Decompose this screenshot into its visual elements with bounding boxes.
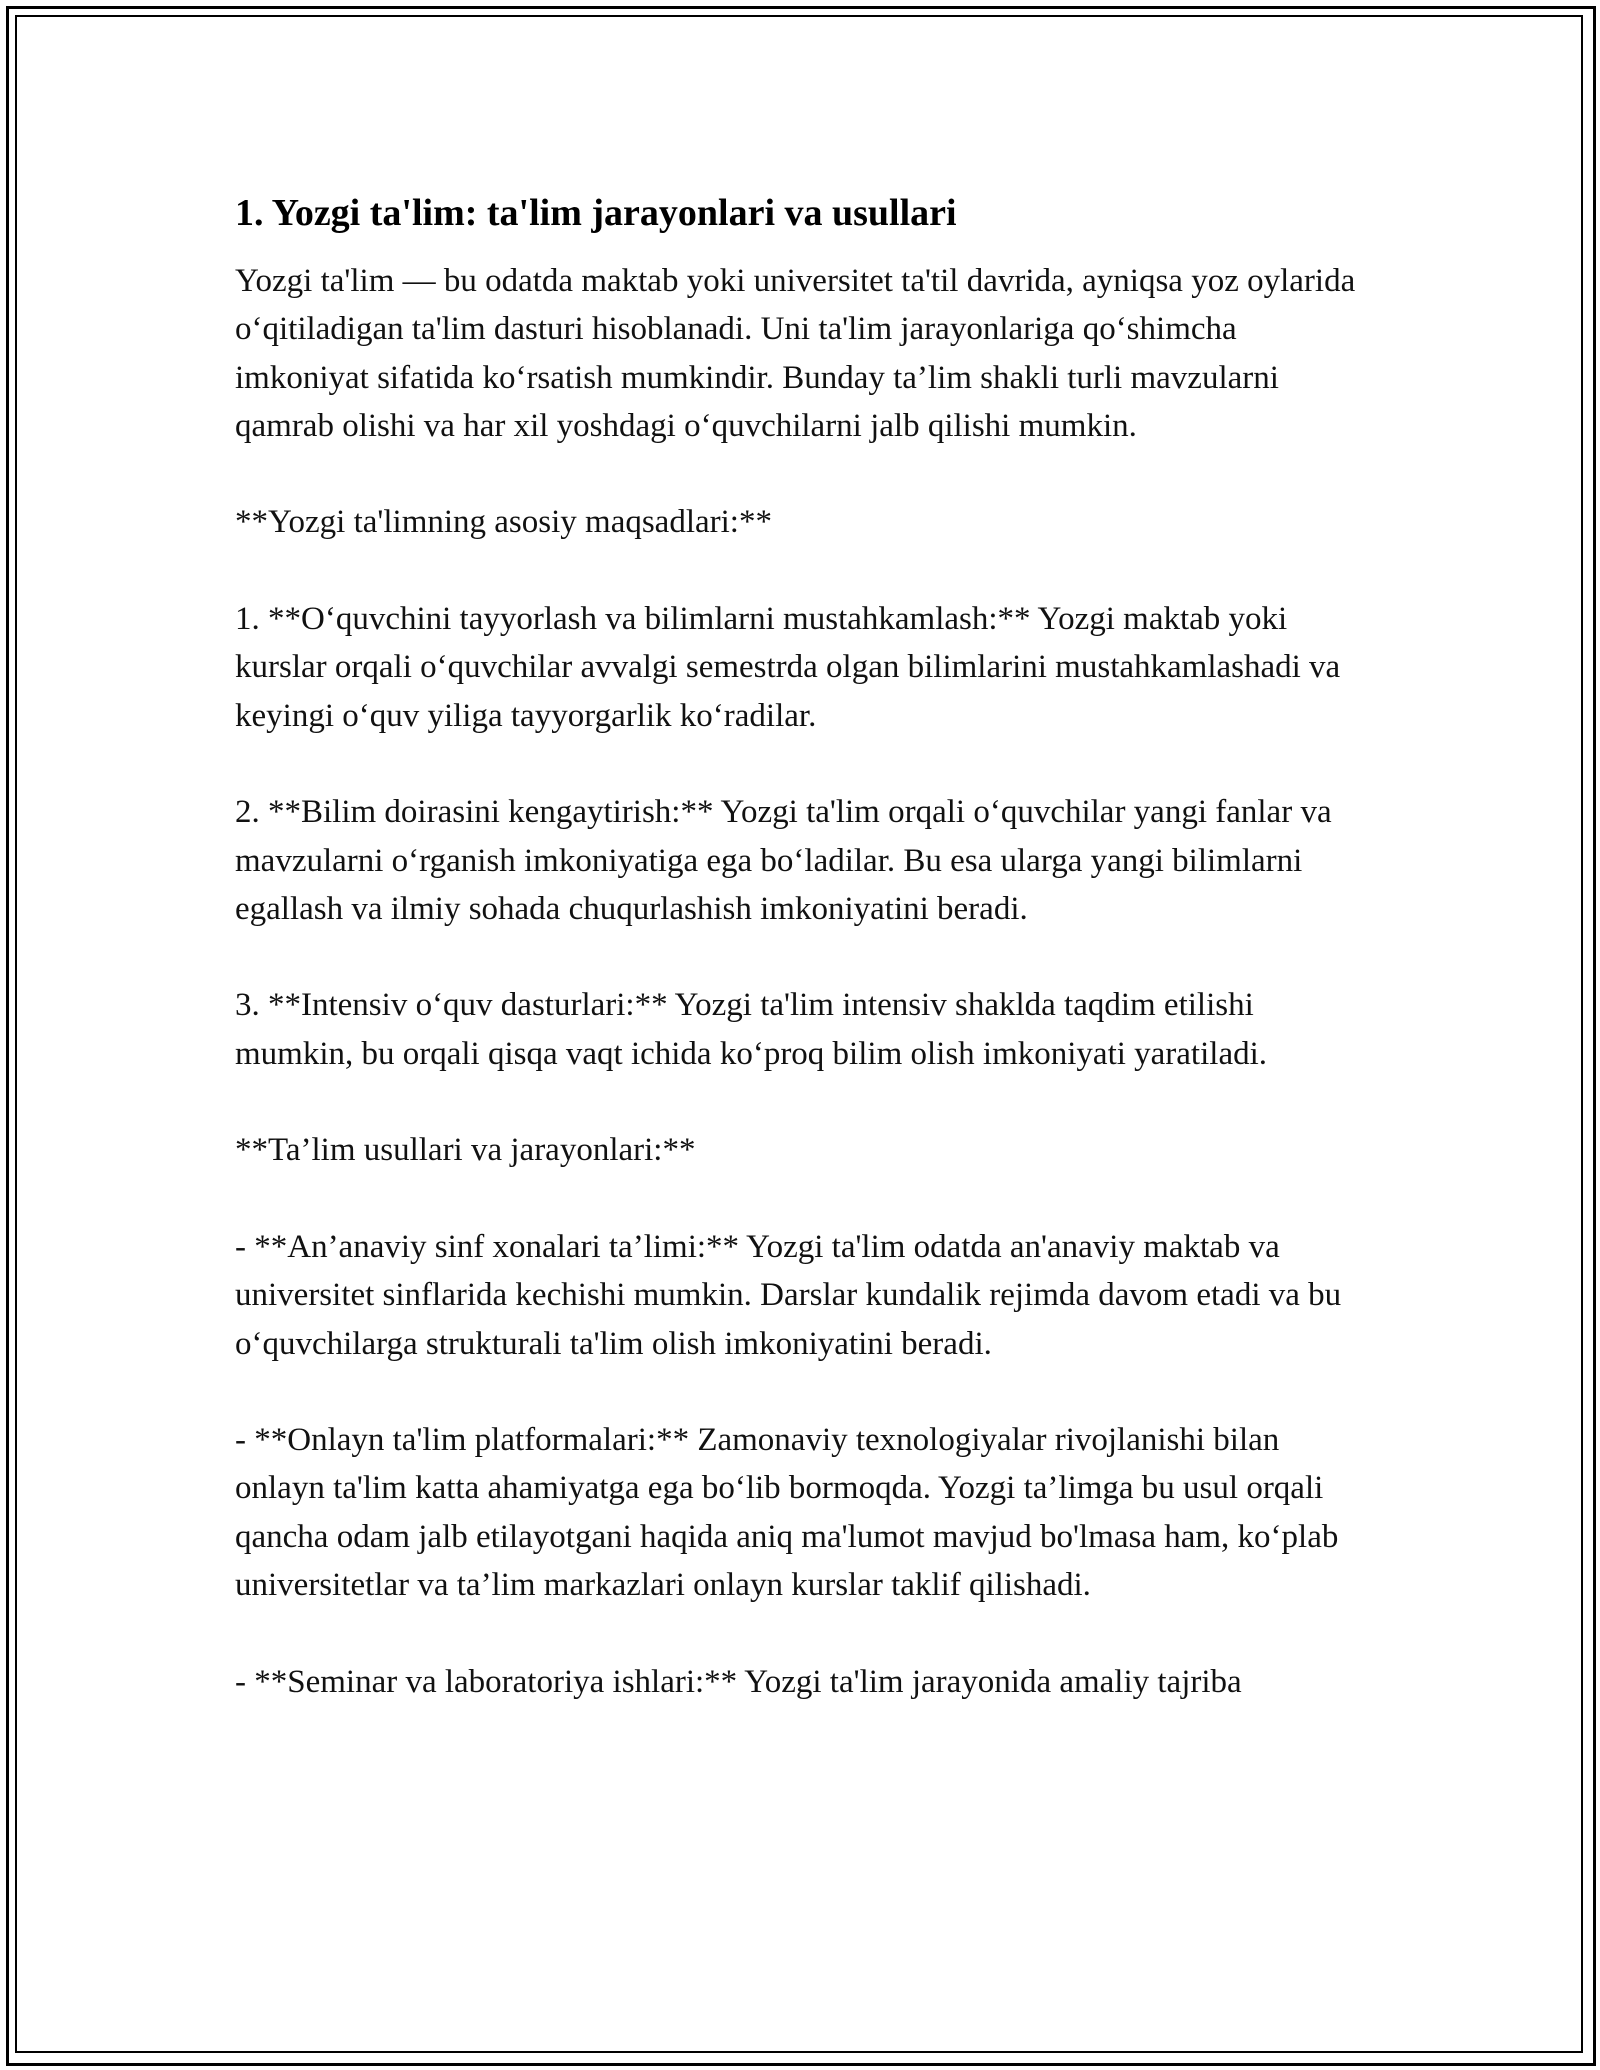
document-heading: 1. Yozgi ta'lim: ta'lim jarayonlari va usullari bbox=[235, 192, 957, 234]
paragraph-methods-heading: **Ta’lim usullari va jarayonlari:** bbox=[235, 1132, 696, 1169]
document-page bbox=[235, 187, 1365, 1754]
paragraph-method-online: - **Onlayn ta'lim platformalari:** Zamonaviy texnologiyalar rivojlanishi bilan onlayn ta'lim katta ahamiyatga ega bo‘lib bormoqda. Yozgi ta’limga bu usul orqali qancha odam jalb etilayotgani haqida aniq ma'lumot mavjud bo'lmasa ham, ko‘plab universitetlar va ta’lim markazlari onlayn kurslar taklif qilishadi. bbox=[235, 1422, 1339, 1604]
paragraph-goals-heading: **Yozgi ta'limning asosiy maqsadlari:** bbox=[235, 504, 772, 541]
paragraph-intro: Yozgi ta'lim — bu odatda maktab yoki universitet ta'til davrida, ayniqsa yoz oylarida o‘qitiladigan ta'lim dasturi hisoblanadi. Uni ta'lim jarayonlariga qo‘shimcha imkoniyat sifatida ko‘rsatish mumkindir. Bunday ta’lim shakli turli mavzularni qamrab olishi va har xil yoshdagi o‘quvchilarni jalb qilishi mumkin. bbox=[235, 263, 1356, 444]
paragraph-goal-1: 1. **O‘quvchini tayyorlash va bilimlarni mustahkamlash:** Yozgi maktab yoki kurslar orqali o‘quvchilar avvalgi semestrda olgan bilimlarini mustahkamlashadi va keyingi o‘quv yiliga tayyorgarlik ko‘radilar. bbox=[235, 601, 1341, 734]
paragraph-goal-2: 2. **Bilim doirasini kengaytirish:** Yozgi ta'lim orqali o‘quvchilar yangi fanlar va mavzularni o‘rganish imkoniyatiga ega bo‘ladilar. Bu esa ularga yangi bilimlarni egallash va ilmiy sohada chuqurlashish imkoniyatini beradi. bbox=[235, 794, 1332, 927]
paragraph-method-classroom: - **An’anaviy sinf xonalari ta’limi:** Yozgi ta'lim odatda an'anaviy maktab va universitet sinflarida kechishi mumkin. Darslar kundalik rejimda davom etadi va bu o‘quvchilarga strukturali ta'lim olish imkoniyatini beradi. bbox=[235, 1228, 1342, 1362]
paragraph-method-seminar: - **Seminar va laboratoriya ishlari:** Yozgi ta'lim jarayonida amaliy tajriba bbox=[235, 1663, 1242, 1700]
paragraph-goal-3: 3. **Intensiv o‘quv dasturlari:** Yozgi ta'lim intensiv shaklda taqdim etilishi mumkin, bu orqali qisqa vaqt ichida ko‘proq bilim olish imkoniyati yaratiladi. bbox=[235, 987, 1268, 1072]
